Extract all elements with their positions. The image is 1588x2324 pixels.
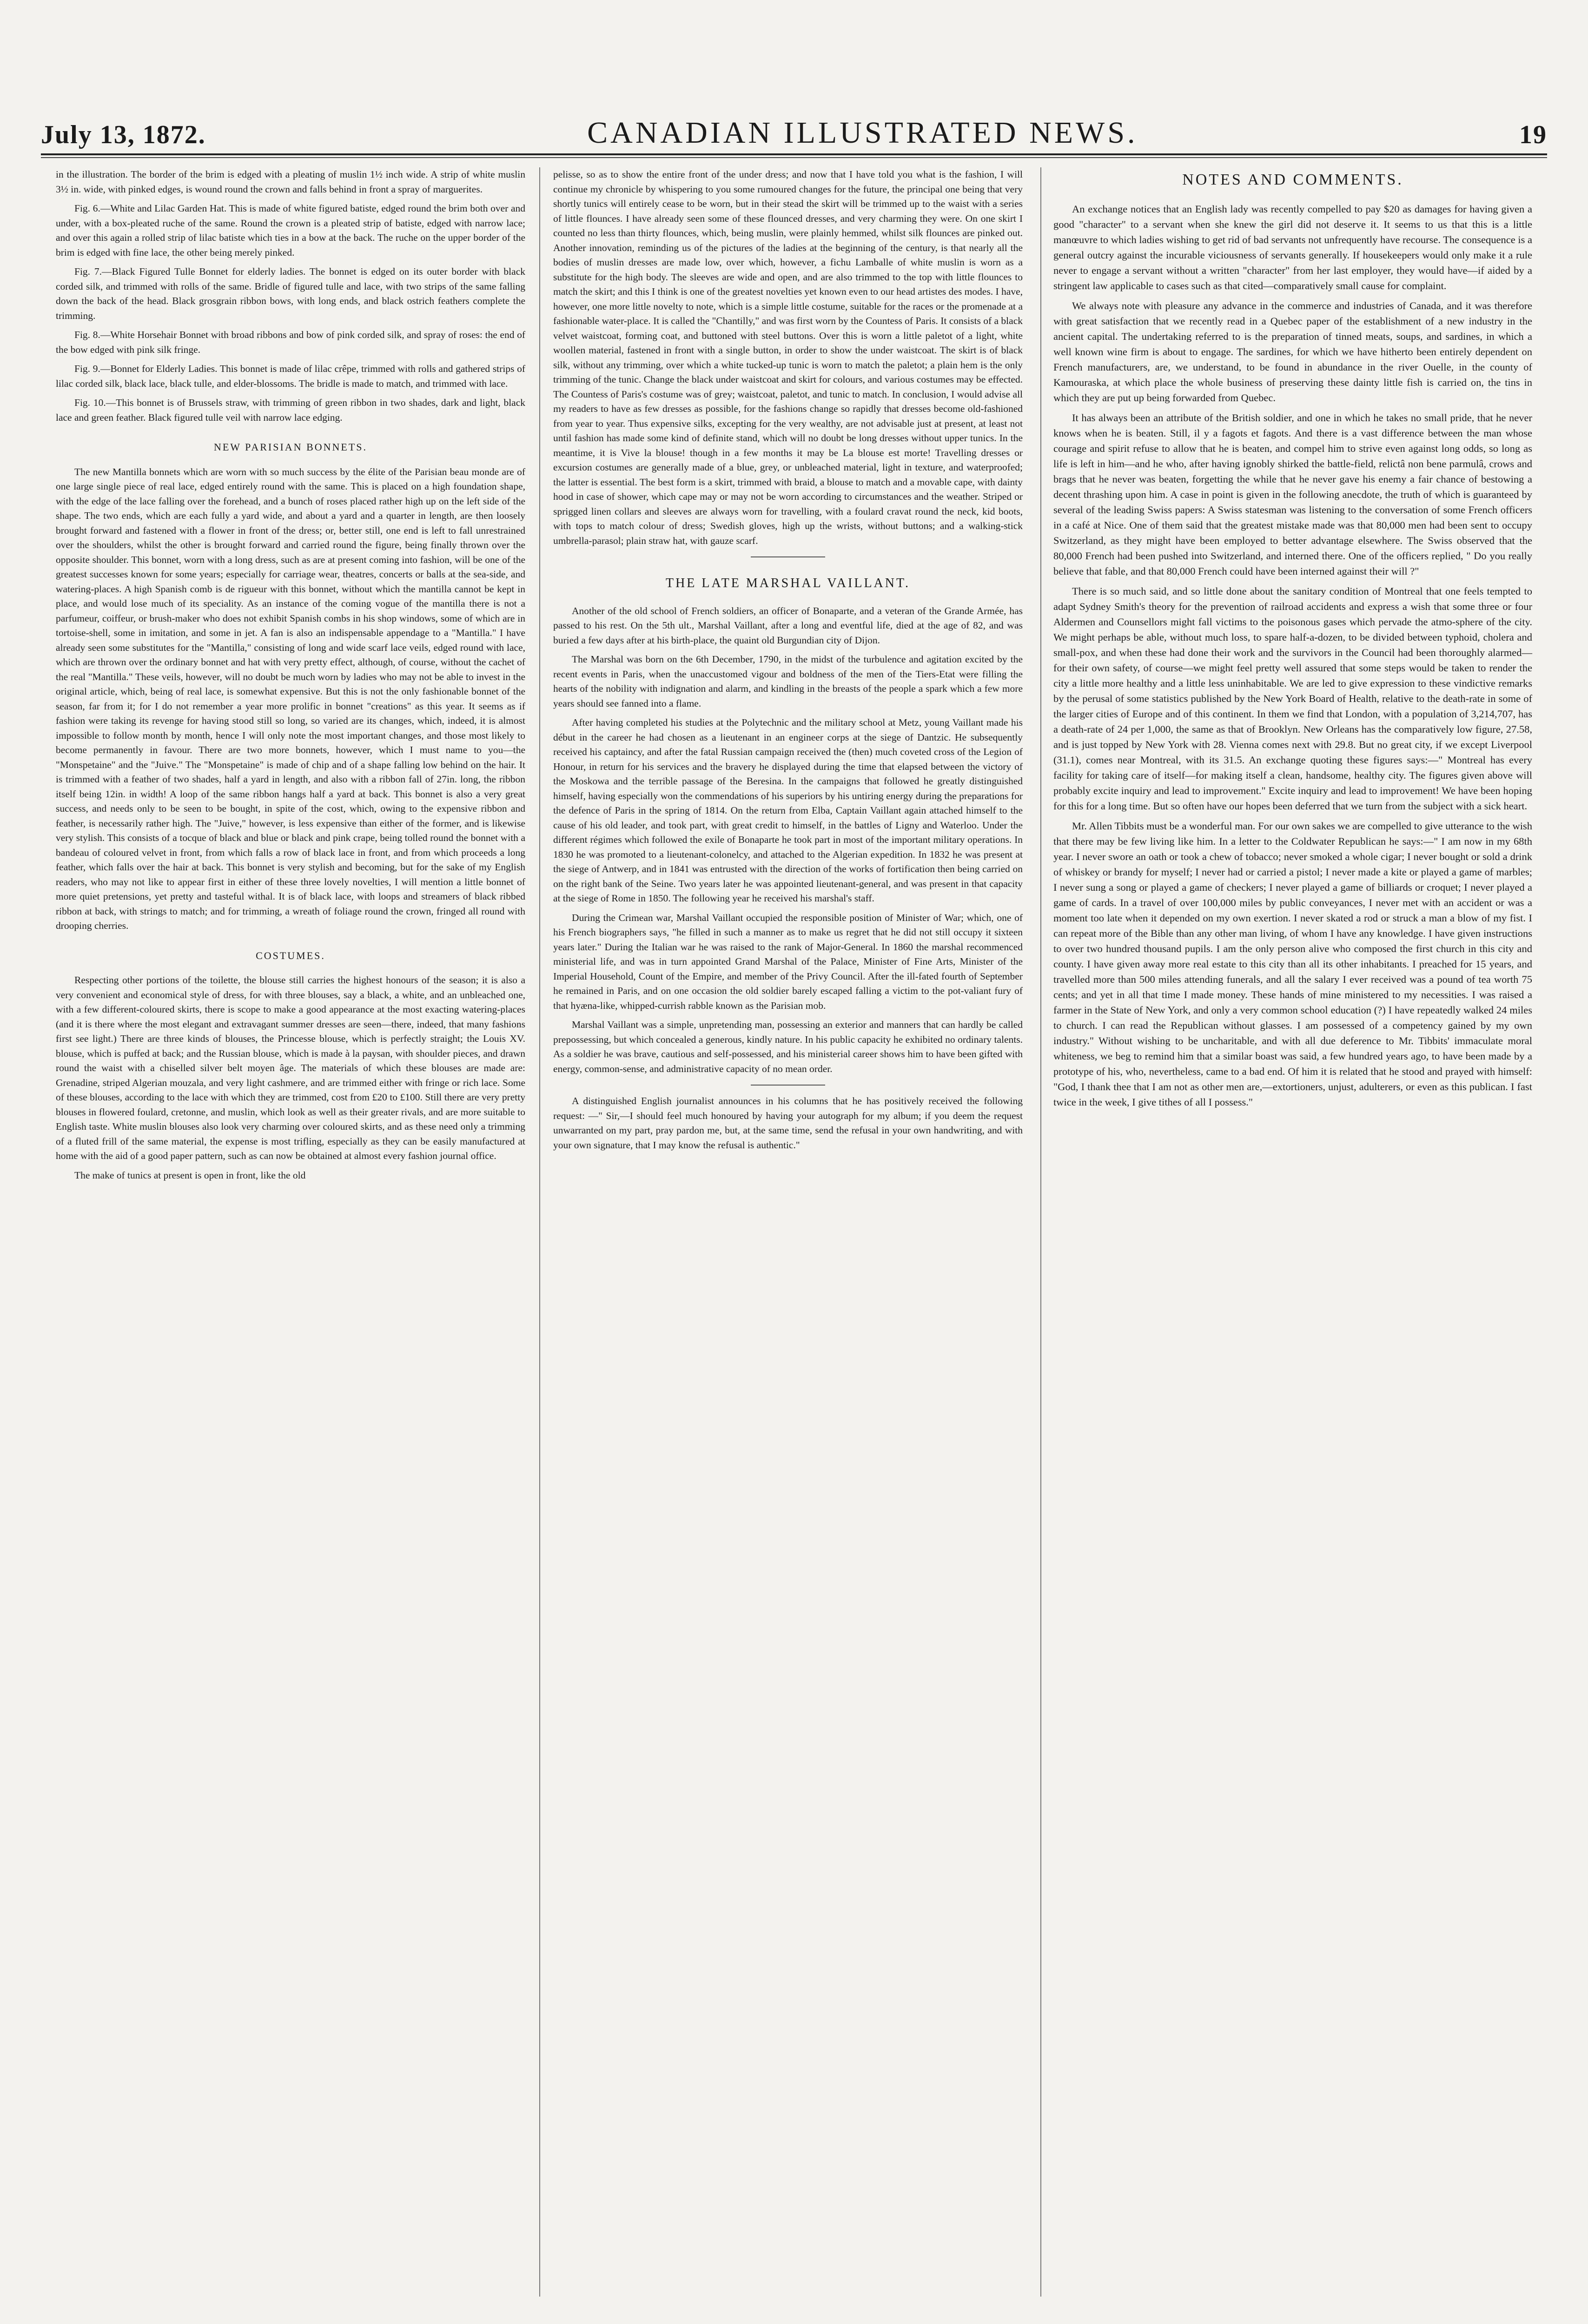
issue-date: July 13, 1872. xyxy=(41,120,206,149)
paragraph: We always note with pleasure any advance in the commerce and industries of Canada, and it was therefore with great satisfaction that we recently read in a Quebec paper of the establishment of a new industry in the ancient capital. The undertaking referred to is the preparation of tinned meats, soups, and sardines, in which a well known wine firm is about to engage. The sardines, for which we have hitherto been entirely dependent on French manufacturers, are, we understand, to be found in abundance in the river Ouelle, in the county of Kamouraska, at which place the whole business of preserving these dainty little fish is carried on, the tins in which they are put up being forwarded from Quebec. xyxy=(1053,300,1532,404)
paragraph: Marshal Vaillant was a simple, unpretending man, possessing an exterior and manners that can hardly be called prepossessing, but which concealed a generous, kindly nature. In his public capacity he exhibited no ordinary talents. As a soldier he was brave, cautious and self-possessed, and his ministerial career shows him to have been gifted with energy, common-sense, and administrative capacity of no mean order. xyxy=(553,1019,1023,1074)
paragraph: The make of tunics at present is open in front, like the old xyxy=(74,1169,306,1181)
paragraph: Fig. 7.—Black Figured Tulle Bonnet for elderly ladies. The bonnet is edged on its outer border with black corded silk, and trimmed with rolls of the same. Bridle of figured tulle and lace, with two strips of the same falling down the back of the head. Black grosgrain ribbon bows, with long ends, and black ostrich feathers complete the trimming. xyxy=(56,266,525,321)
paragraph: Fig. 9.—Bonnet for Elderly Ladies. This bonnet is made of lilac crêpe, trimmed with rolls and gathered strips of lilac corded silk, black lace, black tulle, and elder-blossoms. The bridle is made to match, and trimmed with lace. xyxy=(56,363,525,389)
paragraph: Respecting other portions of the toilette, the blouse still carries the highest honours of the season; it is also a very convenient and economical style of dress, for with three blouses, say a black, a white, and an unbleached one, with a few different-coloured skirts, there is scope to make a good appearance at the most exacting watering-places (and it is there where the most elegant and extravagant summer dresses are seen—there, indeed, that many fashions first see light.) There are three kinds of blouses, the Princesse blouse, which is perfectly straight; the Louis XV. blouse, which is puffed at back; and the Russian blouse, which is made à la paysan, with shoulder pieces, and drawn round the waist with a chiselled silver belt moyen âge. The materials of which these blouses are made are: Grenadine, striped Algerian mouzala, and very light cashmere, and are trimmed either with fringe or rich lace. Some of these blouses, according to the lace with which they are trimmed, cost from £20 to £100. Still there are very pretty blouses in flowered foulard, cretonne, and muslin, which look as well as their greater rivals, and are more suitable to English taste. White muslin blouses also look very charming over coloured skirts, and as these need only a trimming of a fluted frill of the same material, the expense is most trifling, especially as they can be easily manufactured at home with the aid of a good paper pattern, such as can now be obtained at almost every fashion journal office. xyxy=(56,974,525,1161)
paragraph: pelisse, so as to show the entire front of the under dress; and now that I have told you what is the fashion, I will continue my chronicle by whispering to you some rumoured changes for the future, the principal one being that very shortly tunics will entirely cease to be worn, but in their stead the skirt will be trimmed up to the waist with a series of little flounces. I have already seen some of these flounced dresses, and very charming they were. On one skirt I counted no less than thirty flounces, which, being muslin, were plainly hemmed, whilst silk flounces are pinked out. Another innovation, reminding us of the pictures of the ladies at the beginning of the century, is that nearly all the bodies of muslin dresses are made low, over which, however, a fichu Lamballe of white muslin is worn as a substitute for the high body. The sleeves are wide and open, and are also trimmed to the top with little flounces to match the skirt; and this I think is one of the greatest novelties yet known even to our head artistes des modes. I have, however, one more little novelty to note, which is a simple little costume, suitable for the races or the promenade at a fashionable water-place. It is called the "Chantilly," and was first worn by the Countess of Paris. It consists of a black velvet waistcoat, forming coat, and buttoned with steel buttons. Over this is worn a little paletot of a light, white woollen material, fastened in front with a single button, in order to show the under waistcoat. The skirt is of black silk, without any trimming, over which a white tucked-up tunic is worn to match the paletot; a plain hem is the only trimming of the tunic. Change the black under waistcoat and skirt for colours, and various costumes may be effected. The Countess of Paris's costume was of grey; waistcoat, paletot, and tunic to match. In conclusion, I would advise all my readers to have as few dresses as possible, for the fashions change so rapidly that dresses become old-fashioned from year to year. Thus expensive silks, excepting for the very wealthy, are not advisable just at present, at least not until fashion has made some kind of definite stand, which will no doubt be long dresses without upper tunics. In the meantime, it is Vive la blouse! though in a few months it may be La blouse est morte! Travelling dresses or excursion costumes are generally made of a blue, grey, or unbleached material, light in texture, and waterproofed; the latter is essential. The best form is a skirt, trimmed with braid, a blouse to match and a movable cape, with dainty hood in case of shower, which cape may or may not be worn according to circumstances and the weather. Striped or sprigged linen collars and sleeves are always worn for travelling, with a foulard cravat round the neck, kid boots, with tops to match colour of dress; Swedish gloves, high up the wrists, without buttons; and a walking-stick umbrella-parasol; plain straw hat, with gauze scarf. xyxy=(553,169,1023,546)
separator-rule xyxy=(751,556,825,557)
paragraph: During the Crimean war, Marshal Vaillant occupied the responsible position of Minister of War; which, one of his French biographers says, "he filled in such a manner as to make us regret that he did not still occupy it sixteen years later." During the Italian war he was raised to the rank of Major-General. In 1860 the marshal recommenced ministerial life, and was in turn appointed Grand Marshal of the Palace, Minister of Fine Arts, Minister of the Imperial Household, Count of the Empire, and member of the Privy Council. After the ill-fated fourth of September he remained in Paris, and on one occasion the old soldier barely escaped falling a victim to the pot-valiant fury of that hyæna-like, whipped-currish rabble known as the Parisian mob. xyxy=(553,912,1023,1011)
column-3 xyxy=(1053,167,1532,1114)
paragraph: An exchange notices that an English lady was recently compelled to pay $20 as damages for having given a good "character" to a servant when she knew the girl did not deserve it. It seems to us that this is a little manœuvre to which ladies wishing to get rid of bad servants not unfrequently have recourse. The consequence is a general outcry against the incurable viciousness of servants generally. If housekeepers would only make it a rule never to engage a servant without a written "character" from her last employer, they would have—if aided by a stringent law applicable to cases such as that cited—comparatively small cause for complaint. xyxy=(1053,203,1532,291)
paragraph: Another of the old school of French soldiers, an officer of Bonaparte, and a veteran of the Grande Armée, has passed to his rest. On the 5th ult., Marshal Vaillant, after a long and eventful life, died at the age of 82, and was buried a few days after at his birth-place, the quaint old Burgundian city of Dijon. xyxy=(553,605,1023,646)
newspaper-title: CANADIAN ILLUSTRATED NEWS. xyxy=(587,116,1138,150)
paragraph: Fig. 6.—White and Lilac Garden Hat. This is made of white figured batiste, edged round the brim both over and under, with a box-pleated ruche of the same. Round the crown is a pleated strip of batiste, edged with narrow lace; and over this again a rolled strip of lilac batiste which ties in a bow at the back. The ruche on the upper border of the brim is edged with fine lace, the other being merely pinked. xyxy=(56,203,525,258)
paragraph: Mr. Allen Tibbits must be a wonderful man. For our own sakes we are compelled to give utterance to the wish that there may be few living like him. In a letter to the Coldwater Republican he says:—" I am now in my 68th year. I never swore an oath or took a chew of tobacco; never smoked a whole cigar; I never bought or sold a drink of whiskey or brandy for myself; I never had or carried a pistol; I never made a kite or played a game of marbles; I never sung a song or played a game of checkers; I never played a game of billiards or croquet; I never played a game of cards. In a travel of over 100,000 miles by public conveyances, I never met with an accident or was a moment too late when it depended on my own exertion. I never skated a rod or struck a man a blow of my fist. I can repeat more of the Bible than any other man living, of whom I have any knowledge. I have given instructions to over two hundred thousand pupils. I am the only person alive who composed the first church in this city and county. I have given away more real estate to this city than all its other inhabitants. I preached for 15 years, and travelled more than 500 miles attending funerals, and all the salary I ever received was a pound of tea worth 75 cents; and yet in all that time I made money. These hands of mine ministered to my necessities. I was raised a farmer in the State of New York, and only a very common school education (?) I have repeatedly walked 24 miles to church. I can read the Republican without glasses. I am possessed of a competency gained by my own industry." Without wishing to be uncharitable, and with all due deference to Mr. Tibbits' immaculate moral whiteness, we beg to remind him that a similar boast was said, a few hundred years ago, to have been made by a prototype of his, who, nevertheless, came to a bad end. Of him it is related that he stood and prayed with himself: "God, I thank thee that I am not as other men are,—extortioners, unjust, adulterers, or even as this publican. I fast twice in the week, I give tithes of all I possess." xyxy=(1053,820,1532,1108)
paragraph: There is so much said, and so little done about the sanitary condition of Montreal that one feels tempted to adapt Sydney Smith's theory for the prevention of railroad accidents and express a wish that some three or four Aldermen and Counsellors might fall victims to the poisonous gases which pervade the atmo-sphere of the city. We might perhaps be able, without much loss, to spare half-a-dozen, to be divided between typhoid, cholera and small-pox, and when these had done their work and the survivors in the Council had been thoroughly alarmed—for their own safety, of course—we might feel pretty well assured that some steps would be taken to render the city a little more healthy and a little less uninhabitable. We are led to give expression to these vindictive remarks by the perusal of some statistics published by the New York Board of Health, relative to the death-rate in some of the larger cities of Europe and of this continent. In them we find that London, with a population of 3,214,707, has a death-rate of 24 per 1,000, the same as that of Brooklyn. New Orleans has the comparatively low figure, 27.58, and is just topped by New York with 28. Vienna comes next with 29.8. But no great city, if we except Liverpool (31.1), comes near Montreal, with its 31.5. An exchange quoting these figures says:—" Montreal has every facility for taking care of itself—for making itself a clean, handsome, healthy city. The figures given above will probably excite inquiry and lead to improvement." Excite inquiry and lead to improvement! We have been hoping for this for a long time. But so often have our hopes been deferred that we turn from the subject with a sick heart. xyxy=(1053,585,1532,812)
paragraph: The new Mantilla bonnets which are worn with so much success by the élite of the Parisian beau monde are of one large single piece of real lace, edged entirely round with the same. This is placed on a high foundation shape, with the edge of the lace falling over the forehead, and a bunch of roses placed rather high up on the left side of the shape. The two ends, which are each fully a yard wide, and about a yard and a quarter in length, are then loosely brought forward and fastened with a flower in front of the dress; or, better still, one end is left to fall unrestrained over the shoulders, whilst the other is brought forward and carried round the figure, being finally thrown over the opposite shoulder. This bonnet, worn with a long dress, such as are at present coming into fashion, will be one of the greatest successes known for some years; especially for carriage wear, theatres, concerts or balls at the sea-side, and watering-places. A high Spanish comb is de rigueur with this bonnet, without which the mantilla cannot be kept in place, and would lose much of its speciality. As an instance of the coming vogue of the mantilla there is not a parfumeur, coiffeur, or brush-maker who does not exhibit Spanish combs in his shop windows, some of which are in tortoise-shell, some in imitation, and some in jet. A fan is also an indispensable appendage to a "Mantilla." I have already seen some substitutes for the "Mantilla," consisting of long and wide scarf lace veils, edged round with lace, which are thrown over the ordinary bonnet and hat with very pretty effect, although, of course, without the cachet of the real "Mantilla." These veils, however, will no doubt be much worn by ladies who may not be able to invest in the original article, which, being of real lace, is somewhat expensive. But this is not the only fashionable bonnet of the season, far from it; for I do not remember a year more prolific in bonnet "creations" as this year. It seems as if fashion were taking its revenge for having stood still so long, so varied are its changes, which, indeed, it is almost impossible to follow month by month, hence I will only note the most important changes, and those most likely to become permanently in favour. There are two more bonnets, however, which I must name to you—the "Monspetaine" and the "Juive." The "Monspetaine" is made of chip and of a shape falling low behind on the hair. It is trimmed with a feather of two shades, half a yard in length, and also with a ribbon fall of 27in. long, the ribbon itself being 12in. in width! A loop of the same ribbon hangs half a yard at back. This bonnet is also a very great success, and needs only to be seen to be bought, in spite of the cost, which, owing to the expensive ribbon and feather, is necessarily rather high. The "Juive," however, is less expensive than either of the former, and is likewise very stylish. This consists of a tocque of black and blue or black and pink crape, being tolled round the bonnet with a bandeau of coloured velvet in front, from which falls a row of black lace in front, and from which proceeds a long feather, which falls over the hair at back. This bonnet is very stylish and becoming, but for the sake of my English readers, who may not like to appear first in either of these three lovely novelties, I will mention a little bonnet of more quiet pretensions, yet pretty and tasteful withal. It is of black lace, with loops and streamers of black ribbed ribbon at back, with strings to match; and for trimming, a wreath of foliage round the crown, fringed all round with drooping cherries. xyxy=(56,466,525,931)
column-divider-2 xyxy=(1040,167,1041,2297)
paragraph: A distinguished English journalist announces in his columns that he has positively received the following request: —" Sir,—I should feel much honoured by having your autograph for my album; if you deem the request unwarranted on my part, pray pardon me, but, at the same time, send the refusal in your own handwriting, and with your own signature, that I may know the refusal is authentic." xyxy=(553,1095,1023,1151)
column-2 xyxy=(553,167,1023,1157)
separator-rule xyxy=(751,1085,825,1086)
section-heading-vaillant: THE LATE MARSHAL VAILLANT. xyxy=(665,576,911,590)
column-divider-1 xyxy=(539,167,540,2297)
paragraph: After having completed his studies at the Polytechnic and the military school at Metz, young Vaillant made his début in the career he had chosen as a lieutenant in an engineer corps at the siege of Dantzic. He subsequently received his captaincy, and after the fatal Russian campaign received the (then) much coveted cross of the Legion of Honour, in return for his services and the bravery he displayed during the time that elapsed between the victory of the Moskowa and the terrible passage of the Beresina. In the campaigns that followed he greatly distinguished himself, having especially won the commendations of his superiors by his untiring energy during the preparations for the defence of Paris in the spring of 1814. On the return from Elba, Captain Vaillant again attached himself to the cause of his old leader, and took part, with great credit to himself, in the battles of Ligny and Waterloo. Under the different régimes which followed the exile of Bonaparte he took part in most of the important military operations. In 1830 he was promoted to a lieutenant-colonelcy, and attached to the Algerian expedition. In 1832 he was present at the siege of Antwerp, and in 1841 was entrusted with the direction of the works of fortification then being carried on on the right bank of the Seine. Two years later he was appointed lieutenant-general, and was present in that capacity at the siege of Rome in 1850. The following year he received his marshal's staff. xyxy=(553,717,1023,904)
column-1 xyxy=(56,167,525,1187)
page-number: 19 xyxy=(1519,120,1547,149)
section-heading-notes: NOTES AND COMMENTS. xyxy=(1182,171,1403,188)
section-heading-costumes: COSTUMES. xyxy=(256,949,325,961)
paragraph: It has always been an attribute of the British soldier, and one in which he takes no small pride, that he never knows when he is beaten. Still, il y a fagots et fagots. And there is a vast difference between the man whose courage and spirit refuse to allow that he is beaten, and compel him to strive even against long odds, so long as life is left in him—and he who, after having ignobly shirked the battle-field, relictâ non bene parmulâ, crows and brags that he never was beaten, forgetting the while that he never gave his enemy a fair chance of bestowing a decent thrashing upon him. A case in point is given in the following anecdote, the truth of which is guaranteed by several of the leading Swiss papers: A Swiss statesman was listening to the conversation of some French officers in a café at Nice. One of them said that the greatest mistake made was that 80,000 men had been sent to occupy Switzerland, as they might have been employed to better advantage elsewhere. The Swiss observed that the 80,000 French had been pushed into Switzerland, and interned there. One of the officers replied, " Do you really believe that fable, and that 80,000 French could have been interned against their will ?" xyxy=(1053,412,1532,577)
paragraph: Fig. 8.—White Horsehair Bonnet with broad ribbons and bow of pink corded silk, and spray of roses: the end of the bow edged with pink silk fringe. xyxy=(56,329,525,355)
paragraph: The Marshal was born on the 6th December, 1790, in the midst of the turbulence and agitation excited by the recent events in Paris, when the unaccustomed vigour and boldness of the men of the Tiers-Etat were filling the hearts of the nobility with indignation and alarm, and kindling in the breasts of the people a spark which a few more years should see fanned into a flame. xyxy=(553,654,1023,709)
paragraph: Fig. 10.—This bonnet is of Brussels straw, with trimming of green ribbon in two shades, dark and light, black lace and green feather. Black figured tulle veil with narrow lace edging. xyxy=(56,397,525,423)
masthead xyxy=(41,112,1547,155)
paragraph: in the illustration. The border of the brim is edged with a pleating of muslin 1½ inch wide. A strip of white muslin 3½ in. wide, with pinked edges, is wound round the crown and falls behind in front a spray of marguerites. xyxy=(56,169,525,195)
masthead-rule xyxy=(41,157,1547,158)
section-heading-bonnets: NEW PARISIAN BONNETS. xyxy=(213,441,368,453)
